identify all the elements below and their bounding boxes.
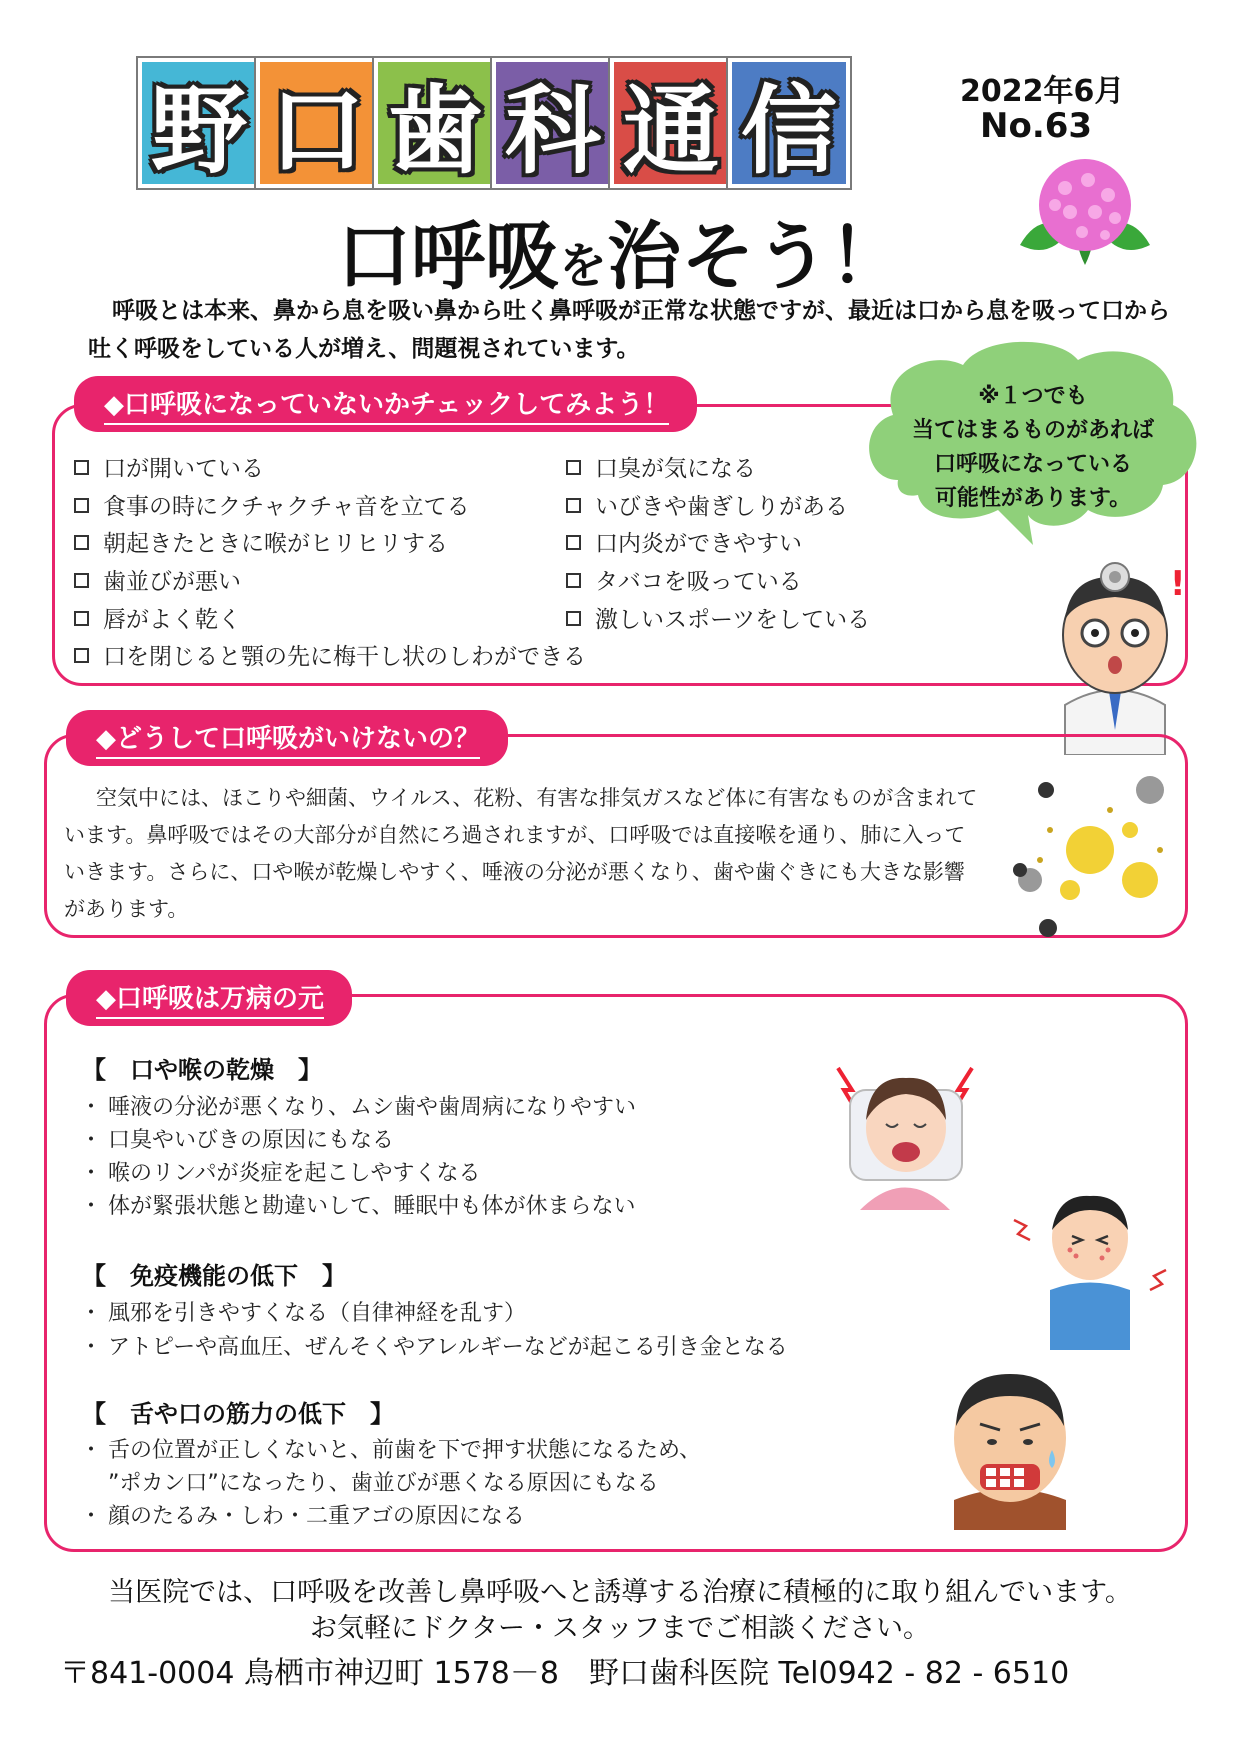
cause-group-title: 【 免疫機能の低下 】 bbox=[82, 1262, 346, 1290]
checkbox-icon[interactable] bbox=[74, 611, 89, 626]
list-item: ・ 口臭やいびきの原因にもなる bbox=[80, 1128, 395, 1153]
check-item[interactable]: 朝起きたときに喉がヒリヒリする bbox=[74, 525, 448, 558]
issue-date: 2022年6月 bbox=[960, 74, 1125, 109]
itchy-boy-illustration bbox=[1010, 1180, 1170, 1350]
check-item[interactable]: 歯並びが悪い bbox=[74, 563, 241, 596]
checkbox-icon[interactable] bbox=[566, 498, 581, 513]
bubble-text: ※１つでも 当てはまるものがあれば 口呼吸になっている 可能性があります。 bbox=[911, 384, 1154, 511]
checkbox-icon[interactable] bbox=[74, 573, 89, 588]
doctor-illustration bbox=[1040, 555, 1190, 755]
svg-text:!: ! bbox=[1170, 564, 1186, 604]
check-item[interactable]: 激しいスポーツをしている bbox=[566, 601, 870, 634]
causes-tag: ◆口呼吸は万病の元 bbox=[66, 970, 352, 1026]
footer-line-1: 当医院では、口呼吸を改善し鼻呼吸へと誘導する治療に積極的に取り組んでいます。 bbox=[108, 1577, 1132, 1608]
masthead-tile: 口 bbox=[256, 58, 378, 188]
list-item: ・ 喉のリンパが炎症を起こしやすくなる bbox=[80, 1161, 481, 1186]
open-mouth-man-illustration bbox=[940, 1360, 1080, 1530]
check-item[interactable]: いびきや歯ぎしりがある bbox=[566, 488, 848, 521]
page-title: 口呼吸を治そう！ bbox=[336, 214, 903, 300]
checkbox-icon[interactable] bbox=[566, 460, 581, 475]
sleeping-woman-illustration bbox=[830, 1040, 980, 1210]
list-item: ・ 体が緊張状態と勘違いして、睡眠中も体が休まらない bbox=[80, 1194, 636, 1219]
checkbox-icon[interactable] bbox=[566, 611, 581, 626]
check-item[interactable]: 口内炎ができやすい bbox=[566, 525, 802, 558]
checkbox-icon[interactable] bbox=[566, 535, 581, 550]
check-item[interactable]: 唇がよく乾く bbox=[74, 601, 241, 634]
check-item[interactable]: タバコを吸っている bbox=[566, 563, 802, 596]
check-item[interactable]: 口を閉じると顎の先に梅干し状のしわができる bbox=[74, 638, 586, 671]
issue-number: No.63 bbox=[980, 106, 1093, 146]
checklist-tag: ◆口呼吸になっていないかチェックしてみよう！ bbox=[74, 376, 697, 432]
check-item[interactable]: 口臭が気になる bbox=[566, 450, 756, 483]
why-text: 空気中には、ほこりや細菌、ウイルス、花粉、有害な排気ガスなど体に有害なものが含まれています。鼻呼吸ではその大部分が自然にろ過されますが、口呼吸では直接喉を通り、肺に入っていきます。さらに、口や喉が乾燥しやすく、唾液の分泌が悪くなり、歯や歯ぐきにも大きな影響があります。 bbox=[64, 786, 978, 921]
list-item: ”ポカン口”になったり、歯並びが悪くなる原因にもなる bbox=[108, 1471, 659, 1496]
intro-text: 呼吸とは本来、鼻から息を吸い鼻から吐く鼻呼吸が正常な状態ですが、最近は口から息を吸って口から吐く呼吸をしている人が増え、問題視されています。 bbox=[88, 298, 1170, 362]
why-tag: ◆どうして口呼吸がいけないの？ bbox=[66, 710, 508, 766]
list-item: ・ 顔のたるみ・しわ・二重アゴの原因になる bbox=[80, 1504, 525, 1529]
masthead-tile: 通 bbox=[610, 58, 732, 188]
checkbox-icon[interactable] bbox=[74, 498, 89, 513]
clinic-address: 〒841-0004 鳥栖市神辺町 1578－8 野口歯科医院 Tel0942 - 82 - 6510 bbox=[60, 1656, 1070, 1691]
cause-group-title: 【 舌や口の筋力の低下 】 bbox=[82, 1400, 394, 1428]
list-item: ・ 舌の位置が正しくないと、前歯を下で押す状態になるため、 bbox=[80, 1438, 702, 1463]
masthead-tile: 野 bbox=[138, 58, 260, 188]
list-item: ・ 唾液の分泌が悪くなり、ムシ歯や歯周病になりやすい bbox=[80, 1095, 637, 1120]
check-item[interactable]: 食事の時にクチャクチャ音を立てる bbox=[74, 488, 470, 521]
masthead-tile: 信 bbox=[728, 58, 850, 188]
check-item[interactable]: 口が開いている bbox=[74, 450, 264, 483]
masthead-tile: 科 bbox=[492, 58, 614, 188]
cause-group-title: 【 口や喉の乾燥 】 bbox=[82, 1056, 322, 1084]
masthead-tile: 歯 bbox=[374, 58, 496, 188]
germs-illustration bbox=[1010, 770, 1180, 940]
checkbox-icon[interactable] bbox=[74, 648, 89, 663]
list-item: ・ アトピーや高血圧、ぜんそくやアレルギーなどが起こる引き金となる bbox=[80, 1335, 788, 1360]
checkbox-icon[interactable] bbox=[74, 535, 89, 550]
checkbox-icon[interactable] bbox=[566, 573, 581, 588]
footer-line-2: お気軽にドクター・スタッフまでご相談ください。 bbox=[310, 1613, 930, 1644]
checkbox-icon[interactable] bbox=[74, 460, 89, 475]
list-item: ・ 風邪を引きやすくなる（自律神経を乱す） bbox=[80, 1301, 527, 1326]
